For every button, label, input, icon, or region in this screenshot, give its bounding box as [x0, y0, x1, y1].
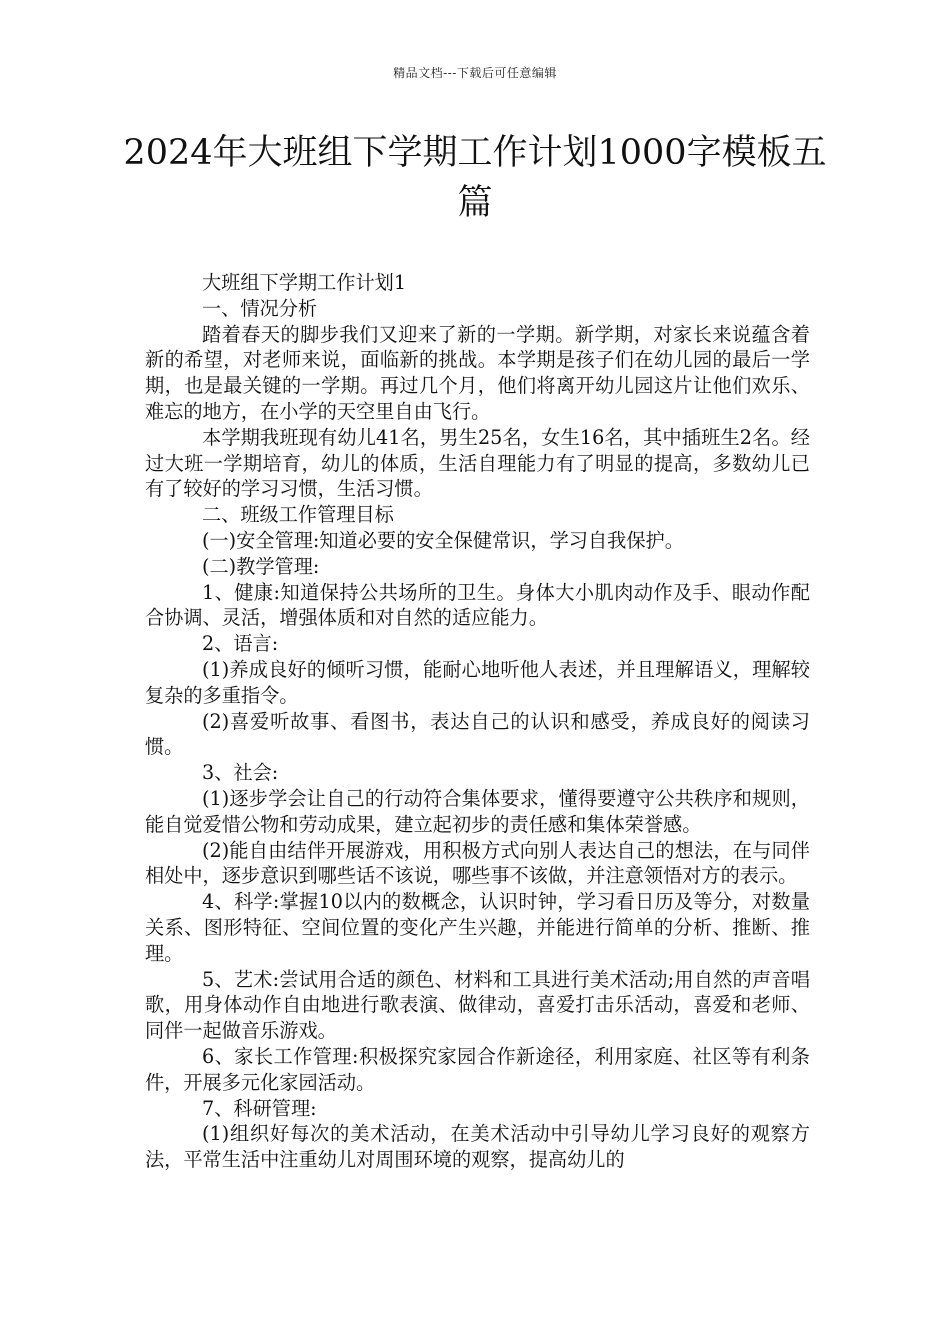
body-paragraph: 5、艺术:尝试用合适的颜色、材料和工具进行美术活动;用自然的声音唱歌，用身体动作自由地进行歌表演、做律动，喜爱打击乐活动，喜爱和老师、同伴一起做音乐游戏。: [145, 967, 810, 1043]
body-paragraph: (1)逐步学会让自己的行动符合集体要求，懂得要遵守公共秩序和规则，能自觉爱惜公物和劳动成果，建立起初步的责任感和集体荣誉感。: [145, 786, 810, 836]
section-heading: 大班组下学期工作计划1: [202, 271, 407, 294]
body-paragraph: (二)教学管理:: [202, 554, 320, 578]
body-paragraph: 踏着春天的脚步我们又迎来了新的一学期。新学期，对家长来说蕴含着新的希望，对老师来说，面临新的挑战。本学期是孩子们在幼儿园的最后一学期，也是最关键的一学期。再过几个月，他们将离开幼儿园这片让他们欢乐、难忘的地方，在小学的天空里自由飞行。: [145, 322, 810, 423]
section-heading: 二、班级工作管理目标: [202, 503, 394, 527]
body-paragraph: (2)喜爱听故事、看图书，表达自己的认识和感受，养成良好的阅读习惯。: [145, 709, 810, 759]
section-heading: 一、情况分析: [202, 296, 318, 320]
body-paragraph: (2)能自由结伴开展游戏，用积极方式向别人表达自己的想法，在与同伴相处中，逐步意识到哪些话不该说，哪些事不该做，并注意领悟对方的表示。: [145, 838, 810, 888]
body-paragraph: 7、科研管理:: [202, 1096, 317, 1120]
body-paragraph: (一)安全管理:知道必要的安全保健常识，学习自我保护。: [202, 528, 684, 552]
body-paragraph: 本学期我班现有幼儿41名，男生25名，女生16名，其中插班生2名。经过大班一学期培育，幼儿的体质，生活自理能力有了明显的提高，多数幼儿已有了较好的学习习惯，生活习惯。: [145, 425, 810, 501]
document-body: [145, 270, 810, 1173]
body-paragraph: 1、健康:知道保持公共场所的卫生。身体大小肌肉动作及手、眼动作配合协调、灵活，增强体质和对自然的适应能力。: [145, 580, 810, 630]
body-paragraph: 6、家长工作管理:积极探究家园合作新途径，利用家庭、社区等有利条件，开展多元化家园活动。: [145, 1044, 810, 1094]
document-title: 2024年大班组下学期工作计划1000字模板五篇: [123, 133, 827, 223]
body-paragraph: 4、科学:掌握10以内的数概念，认识时钟，学习看日历及等分，对数量关系、图形特征、空间位置的变化产生兴趣，并能进行简单的分析、推断、推理。: [145, 890, 810, 965]
body-paragraph: 3、社会:: [202, 761, 279, 785]
body-paragraph: (1)组织好每次的美术活动，在美术活动中引导幼儿学习良好的观察方法，平常生活中注重幼儿对周围环境的观察，提高幼儿的: [145, 1122, 810, 1172]
body-paragraph: 2、语言:: [202, 632, 279, 656]
page-header: 精品文档---下载后可任意编辑: [393, 66, 557, 80]
body-paragraph: (1)养成良好的倾听习惯，能耐心地听他人表述，并且理解语义，理解较复杂的多重指令。: [145, 657, 810, 707]
